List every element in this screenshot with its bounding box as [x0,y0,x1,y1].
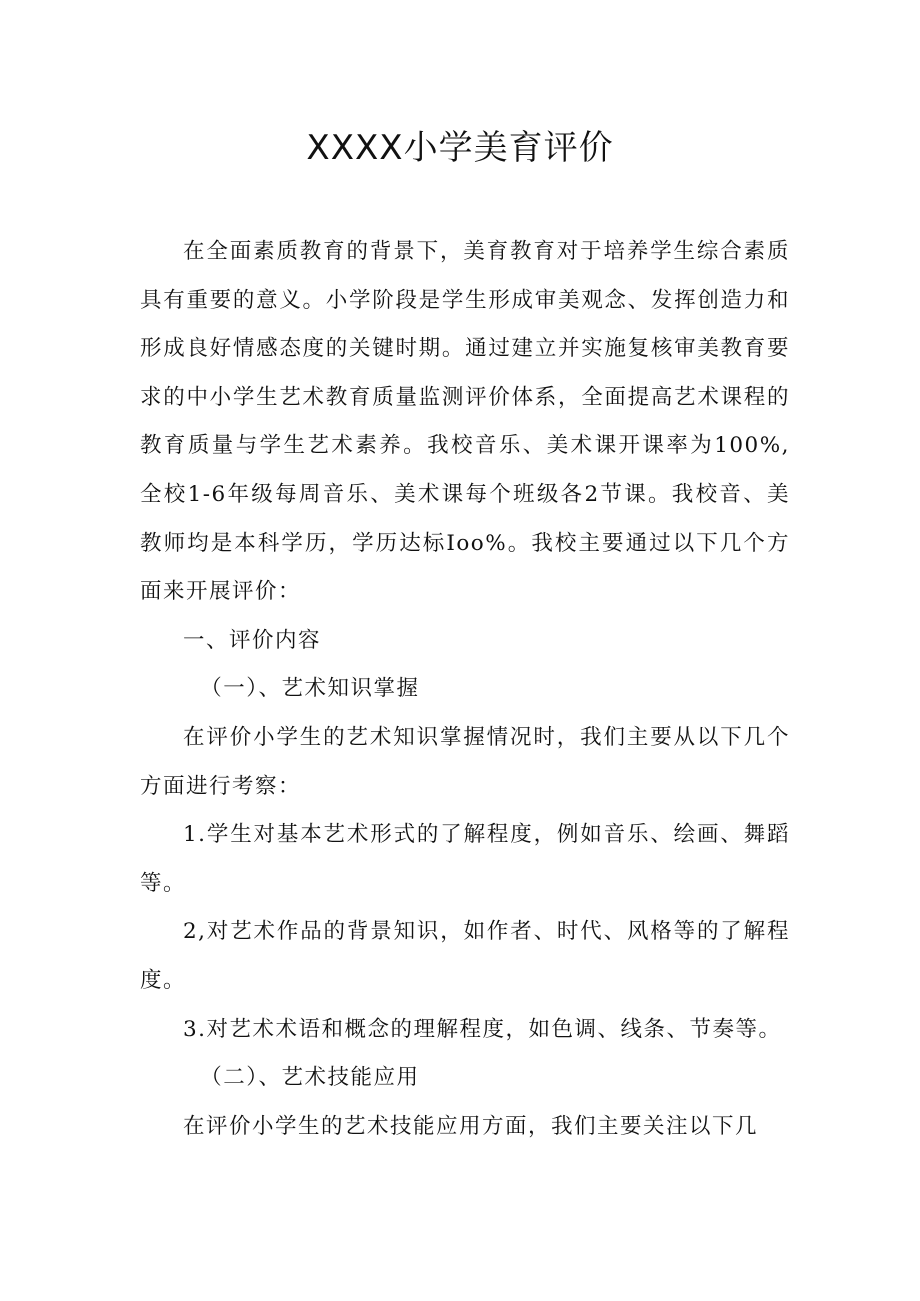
section-heading-evaluation-content: 一、评价内容 [183,627,322,653]
list-item-1: 1.学生对基本艺术形式的了解程度，例如音乐、绘画、舞蹈等。 [140,822,790,896]
subsection-heading-art-knowledge: （一）、艺术知识掌握 [200,676,420,702]
intro-paragraph: 在全面素质教育的背景下，美育教育对于培养学生综合素质具有重要的意义。小学阶段是学生形成审美观念、发挥创造力和形成良好情感态度的关键时期。通过建立并实施复核审美教育要求的中小学生艺术教育质量监测评价体系，全面提高艺术课程的教育质量与学生艺术素养。我校音乐、美术课开课率为100%,全校1-6年级每周音乐、美术课每个班级各2节课。我校音、美教师均是本科学历，学历达标Ioo%。我校主要通过以下几个方面来开展评价： [140,239,790,605]
list-item-3: 3.对艺术术语和概念的理解程度，如色调、线条、节奏等。 [183,1016,782,1042]
knowledge-paragraph: 在评价小学生的艺术知识掌握情况时，我们主要从以下几个方面进行考察： [140,724,790,799]
skills-paragraph: 在评价小学生的艺术技能应用方面，我们主要关注以下几 [183,1113,759,1139]
subsection-heading-art-skills: （二）、艺术技能应用 [200,1065,420,1091]
document-body [140,228,790,1151]
document-title: XXXX小学美育评价 [306,128,614,168]
list-item-2: 2,对艺术作品的背景知识，如作者、时代、风格等的了解程度。 [140,919,790,993]
